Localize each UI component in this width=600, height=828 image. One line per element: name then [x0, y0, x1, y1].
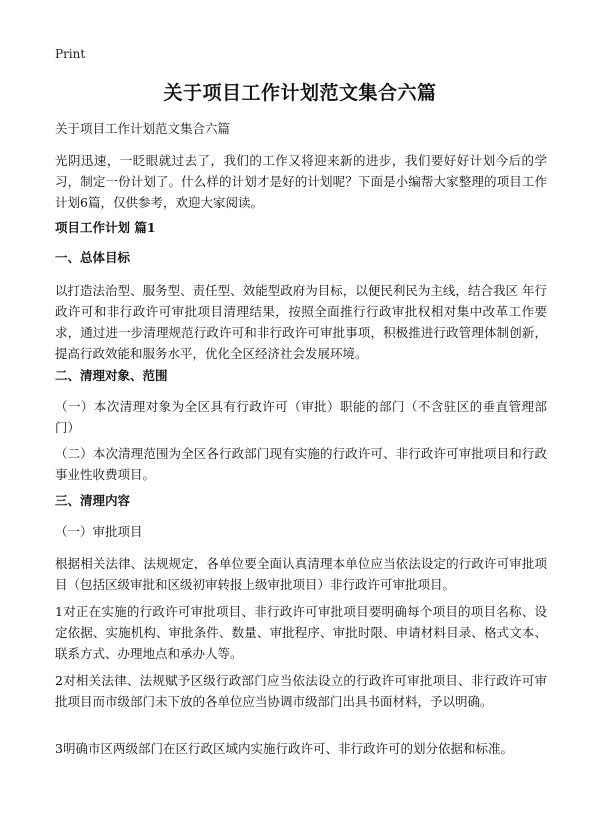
heading-scope: 二、清理对象、范围	[55, 368, 168, 383]
paragraph-overall-goal: 以打造法治型、服务型、责任型、效能型政府为目标，以便民利民为主线，结合我区 年行政许可和非行政许可审批项目清理结果，按照全面推行行政审批权相对集中改革工作要求，通过进一步清理规范行政许可和非行政许可审批事项，积极推进行政管理体制创新，提高行政效能和服务水平，优化全区经济社会发展环境。	[55, 283, 547, 361]
print-label: Print	[55, 47, 86, 61]
paragraph-item-2: 2对相关法律、法规赋予区级行政部门应当依法设立的行政许可审批项目、非行政许可审批项目而市级部门未下放的各单位应当协调市级部门出具书面材料，予以明确。	[55, 673, 547, 709]
heading-content: 三、清理内容	[55, 493, 131, 508]
document-title: 关于项目工作计划范文集合六篇	[163, 82, 437, 104]
paragraph-scope-objects: （一）本次清理对象为全区具有行政许可（审批）职能的部门（不含驻区的垂直管理部门）	[55, 399, 547, 435]
paragraph-item-3: 3明确市区两级部门在区行政区域内实施行政许可、非行政许可的划分依据和标准。	[55, 741, 513, 756]
paragraph-scope-range: （二）本次清理范围为全区各行政部门现有实施的行政许可、非行政许可审批项目和行政事业性收费项目。	[55, 446, 547, 482]
paragraph-approval-items: （一）审批项目	[55, 524, 143, 539]
paragraph-item-1: 1对正在实施的行政许可审批项目、非行政许可审批项目要明确每个项目的项目名称、设定依据、实施机构、审批条件、数量、审批程序、审批时限、申请材料目录、格式文本、联系方式、办理地点和承办人等。	[55, 604, 547, 661]
document-subtitle: 关于项目工作计划范文集合六篇	[55, 121, 231, 136]
paragraph-approval-detail: 根据相关法律、法规规定，各单位要全面认真清理本单位应当依法设定的行政许可审批项目（包括区级审批和区级初审转报上级审批项目）非行政许可审批项目。	[55, 556, 547, 592]
heading-overall-goal: 一、总体目标	[55, 250, 131, 265]
section-title: 项目工作计划 篇1	[55, 220, 156, 235]
intro-paragraph: 光阴迅速，一眨眼就过去了，我们的工作又将迎来新的进步，我们要好好计划今后的学习，制定一份计划了。什么样的计划才是好的计划呢？下面是小编帮大家整理的项目工作计划6篇，仅供参考，欢迎大家阅读。	[55, 153, 547, 210]
